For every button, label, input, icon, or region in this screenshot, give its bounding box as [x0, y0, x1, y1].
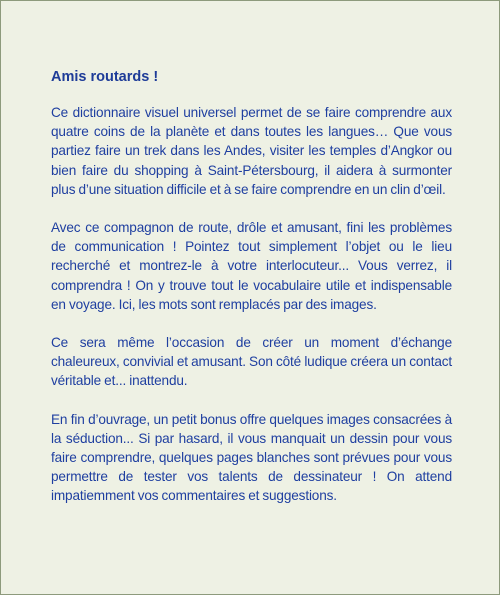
page-heading: Amis routards ! [51, 69, 159, 85]
cover-text-block [51, 67, 452, 506]
paragraph-bonus: En fin d’ouvrage, un petit bonus offre quelques images consacrées à la séduction... Si par hasard, il vous manquait un dessin pour vous faire comprendre, quelques pages blanches sont prévues pour vous permettre de tester vos talents de dessinateur ! On attend impatiemment vos commentaires et suggestions. [51, 411, 452, 504]
paragraph-companion: Avec ce compagnon de route, drôle et amusant, fini les problèmes de communication ! Pointez tout simplement l’objet ou le lieu recherché et montrez-le à votre interlocuteur... Vous verrez, il comprendra ! On y trouve tout le vocabulaire utile et indispensable en voyage. Ici, les mots sont remplacés par des images. [51, 220, 452, 312]
paragraph-intro: Ce dictionnaire visuel universel permet de se faire comprendre aux quatre coins de la planète et dans toutes les langues… Que vous partiez faire un trek dans les Andes, visiter les temples d’Angkor ou bien faire du shopping à Saint-Pétersbourg, il aidera à surmonter plus d’une situation difficile et à se faire comprendre en un clin d’œil. [51, 105, 452, 197]
paragraph-exchange: Ce sera même l’occasion de créer un moment d’échange chaleureux, convivial et amusant. Son côté ludique créera un contact véritable et... inattendu. [51, 335, 452, 389]
